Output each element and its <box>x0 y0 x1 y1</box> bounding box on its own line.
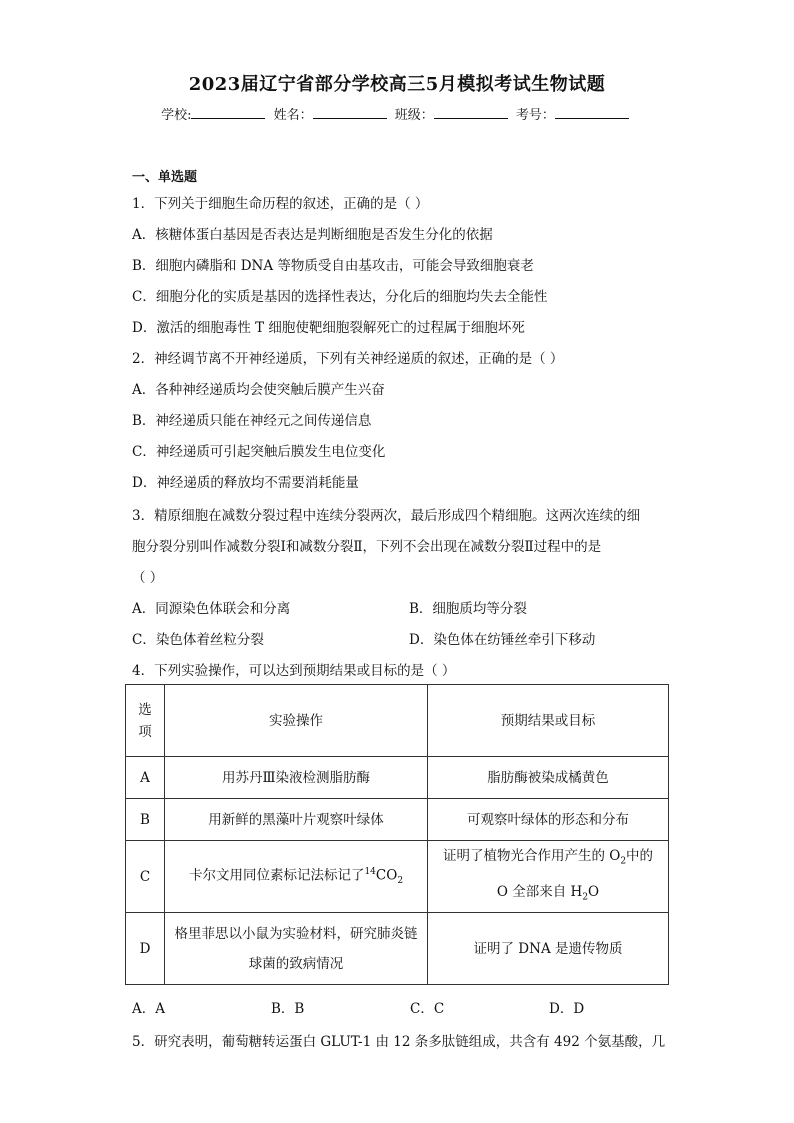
student-info <box>0 104 794 123</box>
row-c-option: C <box>126 841 165 913</box>
row-c-res1-text: 证明了植物光合作用产生的 O <box>442 848 621 864</box>
table-row <box>126 799 669 841</box>
q4-option-c: C．C <box>410 1001 445 1017</box>
header-option <box>126 685 165 757</box>
row-c-op-text: 卡尔文用同位素标记法标记了 <box>188 867 365 884</box>
row-c-res1-post: 中的 <box>626 848 654 864</box>
q1-option-a: A．核糖体蛋白基因是否表达是判断细胞是否发生分化的依据 <box>132 227 493 243</box>
row-c-op-sup: 14 <box>364 867 376 878</box>
name-blank[interactable] <box>313 106 387 119</box>
q2-option-b: B．神经递质只能在神经元之间传递信息 <box>132 413 372 429</box>
row-d-result: 证明了 DNA 是遗传物质 <box>428 913 669 985</box>
row-c-operation <box>165 841 428 913</box>
q3-options-row2 <box>132 628 596 648</box>
q4-option-b: B．B <box>271 1001 305 1017</box>
q3-stem-line3: （ ） <box>132 570 164 586</box>
row-d-option: D <box>126 913 165 985</box>
row-b-result: 可观察叶绿体的形态和分布 <box>428 799 669 841</box>
row-c-res1-sub: 2 <box>620 856 627 867</box>
row-a-operation: 用苏丹Ⅲ染液检测脂肪酶 <box>165 757 428 799</box>
row-b-operation: 用新鲜的黑藻叶片观察叶绿体 <box>165 799 428 841</box>
q3-stem-line2: 胞分裂分别叫作减数分裂Ⅰ和减数分裂Ⅱ，下列不会出现在减数分裂Ⅱ过程中的是 <box>132 539 602 555</box>
q3-option-b: B．细胞质均等分裂 <box>409 601 527 617</box>
q1-option-b: B．细胞内磷脂和 DNA 等物质受自由基攻击，可能会导致细胞衰老 <box>132 258 534 274</box>
table-row <box>126 913 669 985</box>
row-a-result: 脂肪酶被染成橘黄色 <box>428 757 669 799</box>
class-label: 班级： <box>394 108 434 123</box>
header-operation: 实验操作 <box>165 685 428 757</box>
row-d-op-line2: 球菌的致病情况 <box>248 955 344 972</box>
q2-stem: 2．神经调节离不开神经递质，下列有关神经递质的叙述，正确的是（ ） <box>132 351 564 367</box>
q3-option-a: A．同源染色体联会和分离 <box>132 601 291 617</box>
q2-option-c: C．神经递质可引起突触后膜发生电位变化 <box>132 444 386 460</box>
row-c-res2-sub: 2 <box>582 892 589 903</box>
row-d-operation <box>165 913 428 985</box>
q5-stem: 5．研究表明，葡萄糖转运蛋白 GLUT-1 由 12 条多肽链组成，共含有 492 个氨基酸，几 <box>132 1034 666 1050</box>
q1-option-d: D．激活的细胞毒性 T 细胞使靶细胞裂解死亡的过程属于细胞坏死 <box>132 320 525 336</box>
q2-option-a: A．各种神经递质均会使突触后膜产生兴奋 <box>132 382 385 398</box>
header-result: 预期结果或目标 <box>428 685 669 757</box>
row-a-option: A <box>126 757 165 799</box>
q3-option-c: C．染色体着丝粒分裂 <box>132 632 264 648</box>
row-c-res2-post: O <box>588 883 600 900</box>
number-label: 考号： <box>515 108 555 123</box>
table-row <box>126 841 669 913</box>
q1-option-c: C．细胞分化的实质是基因的选择性表达，分化后的细胞均失去全能性 <box>132 289 548 305</box>
q3-options-row1 <box>132 597 527 617</box>
section-heading: 一、单选题 <box>132 170 198 185</box>
q4-stem: 4．下列实验操作，可以达到预期结果或目标的是（ ） <box>132 663 456 679</box>
q3-option-d: D．染色体在纺锤丝牵引下移动 <box>409 632 596 648</box>
q2-option-d: D．神经递质的释放均不需要消耗能量 <box>132 475 359 491</box>
q3-stem-line1: 3．精原细胞在减数分裂过程中连续分裂两次，最后形成四个精细胞。这两次连续的细 <box>132 508 641 524</box>
row-c-result-line1 <box>434 841 662 877</box>
exam-title: 2023届辽宁省部分学校高三5月模拟考试生物试题 <box>188 74 606 95</box>
row-c-op-sub: 2 <box>397 876 404 887</box>
school-label: 学校: <box>161 108 192 123</box>
row-c-result-line2 <box>434 877 662 913</box>
q4-option-d: D．D <box>549 1001 585 1017</box>
row-b-option: B <box>126 799 165 841</box>
row-c-result <box>428 841 669 913</box>
header-option-text: 选 项 <box>138 701 152 740</box>
table-row <box>126 757 669 799</box>
school-blank[interactable] <box>191 106 265 119</box>
row-d-op-line1: 格里菲思以小鼠为实验材料，研究肺炎链 <box>174 925 418 942</box>
row-c-res2-text: O 全部来自 H <box>496 883 583 900</box>
q4-table <box>125 684 669 985</box>
row-c-op-co: CO <box>375 867 398 884</box>
name-label: 姓名： <box>273 108 313 123</box>
number-blank[interactable] <box>555 106 629 119</box>
class-blank[interactable] <box>434 106 508 119</box>
q1-stem: 1．下列关于细胞生命历程的叙述，正确的是（ ） <box>132 196 429 212</box>
table-header-row <box>126 685 669 757</box>
q4-option-a: A．A <box>132 1001 165 1017</box>
